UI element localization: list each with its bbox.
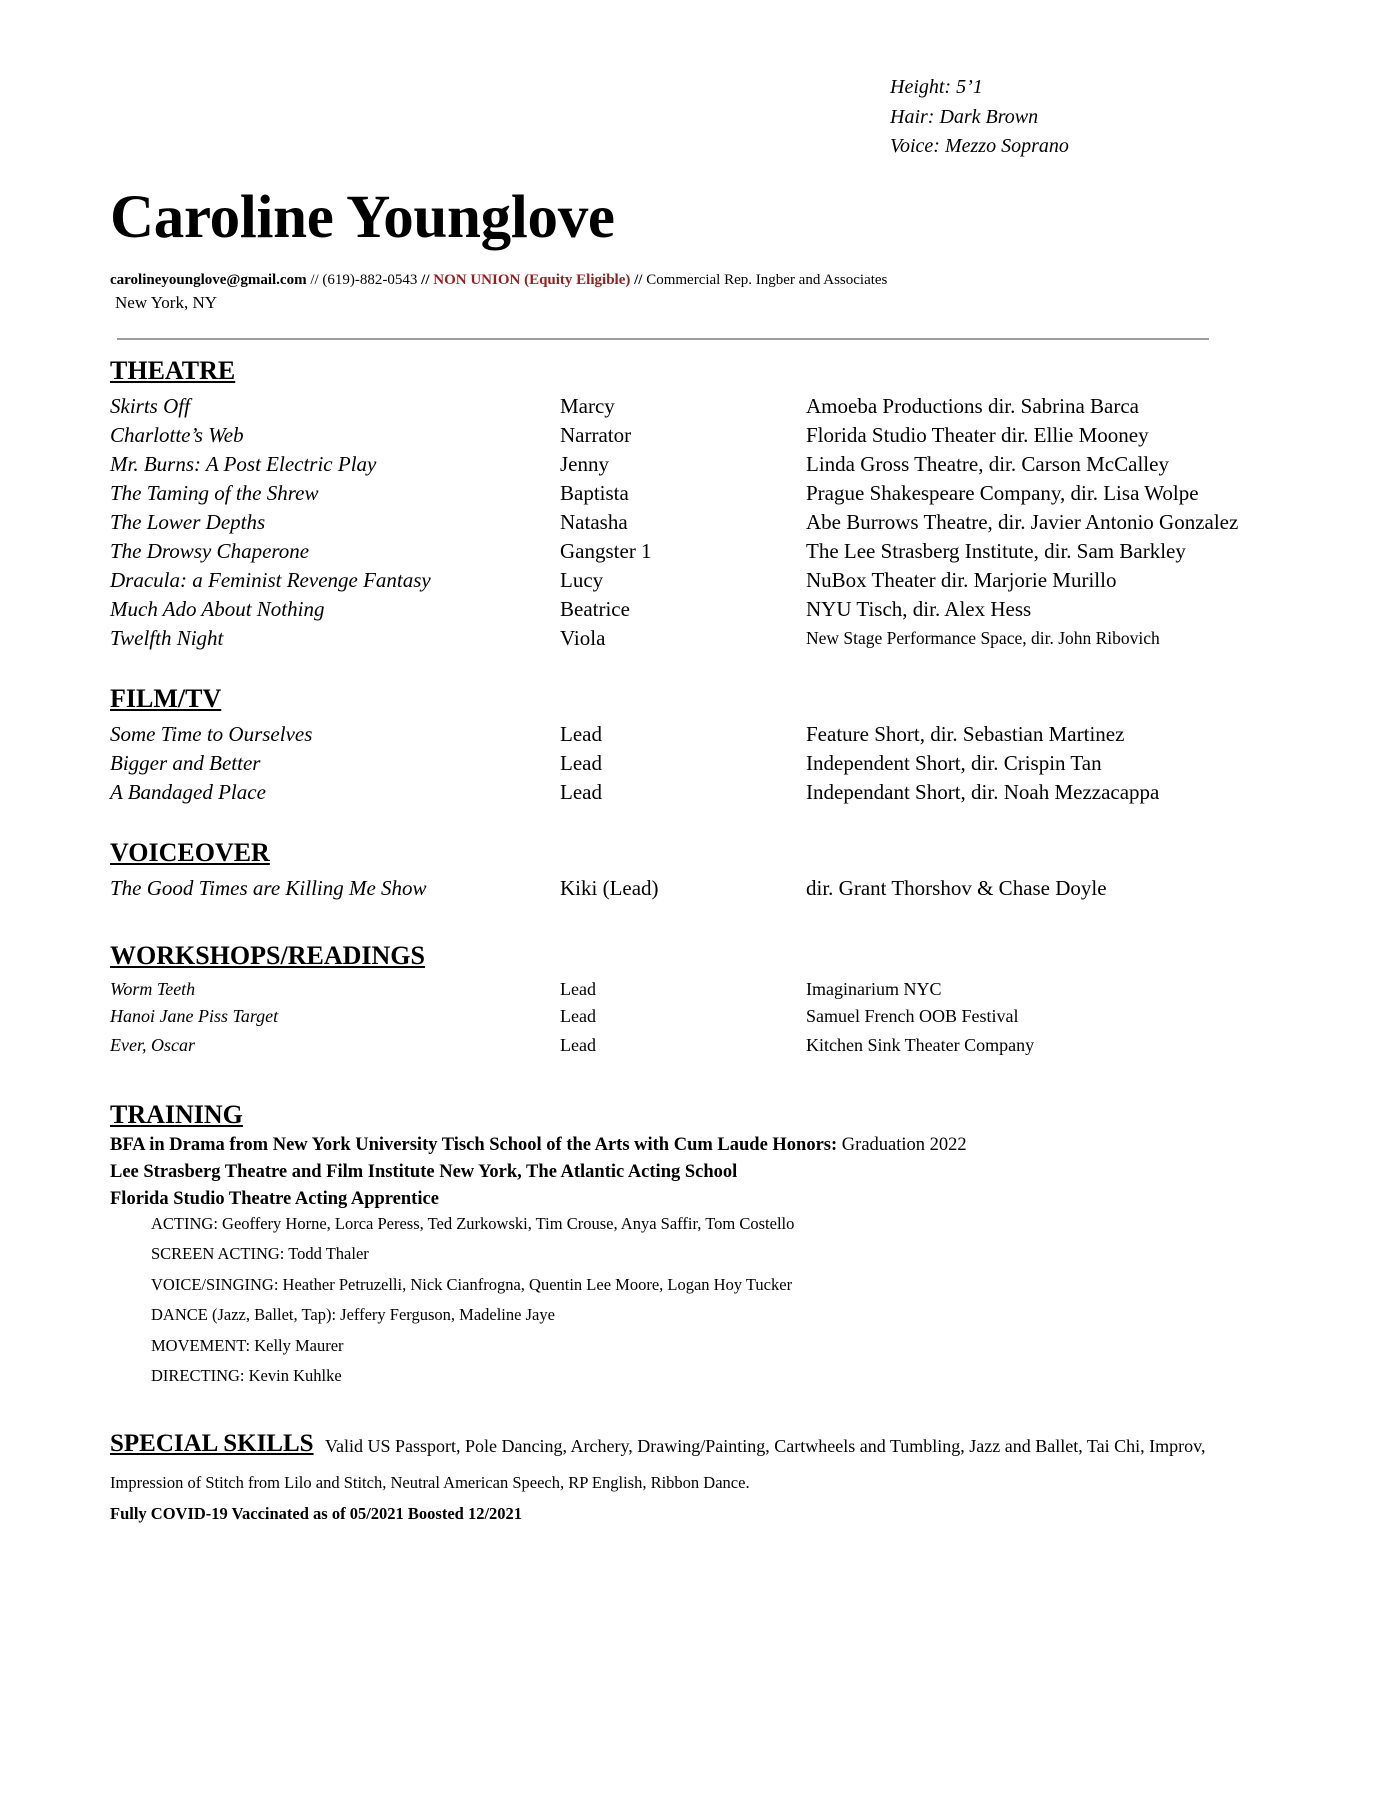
- teacher-line: MOVEMENT: Kelly Maurer: [151, 1336, 344, 1355]
- role: Kiki (Lead): [560, 876, 659, 900]
- company: Kitchen Sink Theater Company: [806, 1035, 1035, 1055]
- credit-row: [0, 874, 1382, 903]
- training-bfa-degree: BFA in Drama from New York University Tisch School of the Arts with Cum Laude Honors:: [110, 1135, 838, 1155]
- skills-line-2: Impression of Stitch from Lilo and Stitch, Neutral American Speech, RP English, Ribbon Dance.: [110, 1473, 750, 1492]
- separator: //: [306, 272, 323, 288]
- credit-row: [0, 778, 1382, 807]
- company: NuBox Theater dir. Marjorie Murillo: [806, 568, 1117, 592]
- production-title: A Bandaged Place: [110, 780, 266, 804]
- divider: [117, 338, 1209, 340]
- role: Gangster 1: [560, 539, 652, 563]
- credit-row: [0, 976, 1382, 1005]
- role: Lead: [560, 751, 602, 775]
- company: NYU Tisch, dir. Alex Hess: [806, 597, 1032, 621]
- company: Imaginarium NYC: [806, 979, 942, 999]
- actor-name: Caroline Younglove: [110, 184, 615, 251]
- credit-row: [0, 1032, 1382, 1061]
- training-florida: [110, 1186, 439, 1212]
- company: Feature Short, dir. Sebastian Martinez: [806, 722, 1125, 746]
- teacher-line: DANCE (Jazz, Ballet, Tap): Jeffery Ferguson, Madeline Jaye: [151, 1305, 555, 1324]
- production-title: Twelfth Night: [110, 626, 224, 650]
- role: Baptista: [560, 481, 629, 505]
- credit-row: [0, 508, 1382, 537]
- role: Natasha: [560, 510, 628, 534]
- production-title: Ever, Oscar: [110, 1035, 195, 1055]
- section-heading-workshops: WORKSHOPS/READINGS: [110, 941, 425, 970]
- credit-row: [0, 392, 1382, 421]
- section-heading-theatre: THEATRE: [110, 356, 236, 385]
- production-title: Hanoi Jane Piss Target: [110, 1006, 279, 1026]
- company: Abe Burrows Theatre, dir. Javier Antonio Gonzalez: [806, 510, 1239, 534]
- contact-line: [110, 270, 887, 290]
- company: dir. Grant Thorshov & Chase Doyle: [806, 876, 1107, 900]
- credit-row: [0, 479, 1382, 508]
- production-title: The Good Times are Killing Me Show: [110, 876, 427, 900]
- training-bfa-graduation: Graduation 2022: [837, 1135, 967, 1155]
- company: Florida Studio Theater dir. Ellie Mooney: [806, 423, 1149, 447]
- voice-stat: Voice: Mezzo Soprano: [890, 135, 1069, 157]
- company: New Stage Performance Space, dir. John Ribovich: [806, 628, 1160, 648]
- commercial-rep: Commercial Rep. Ingber and Associates: [646, 272, 888, 288]
- section-heading-voiceover: VOICEOVER: [110, 838, 270, 867]
- production-title: The Taming of the Shrew: [110, 481, 319, 505]
- credit-row: [0, 450, 1382, 479]
- role: Lucy: [560, 568, 604, 592]
- company: Prague Shakespeare Company, dir. Lisa Wolpe: [806, 481, 1199, 505]
- separator: //: [417, 272, 434, 288]
- production-title: Charlotte’s Web: [110, 423, 244, 447]
- role: Jenny: [560, 452, 609, 476]
- production-title: Skirts Off: [110, 394, 190, 418]
- teacher-line: DIRECTING: Kevin Kuhlke: [151, 1366, 342, 1385]
- teacher-line: ACTING: Geoffery Horne, Lorca Peress, Ted Zurkowski, Tim Crouse, Anya Saffir, Tom Costello: [151, 1214, 795, 1233]
- production-title: The Lower Depths: [110, 510, 266, 534]
- location: New York, NY: [115, 293, 218, 312]
- physical-stats: [890, 73, 1069, 162]
- production-title: Bigger and Better: [110, 751, 261, 775]
- credit-row: [0, 566, 1382, 595]
- training-florida-text: Florida Studio Theatre Acting Apprentice: [110, 1189, 439, 1209]
- production-title: Dracula: a Feminist Revenge Fantasy: [110, 568, 431, 592]
- role: Lead: [560, 1035, 596, 1055]
- training-bfa: [110, 1132, 967, 1158]
- section-heading-special-skills: SPECIAL SKILLS: [110, 1430, 314, 1457]
- credit-row: [0, 720, 1382, 749]
- role: Lead: [560, 780, 602, 804]
- credit-row: [0, 595, 1382, 624]
- training-strasberg-text: Lee Strasberg Theatre and Film Institute New York, The Atlantic Acting School: [110, 1162, 738, 1182]
- hair-stat: Hair: Dark Brown: [890, 105, 1039, 128]
- role: Narrator: [560, 423, 632, 447]
- email[interactable]: carolineyounglove@gmail.com: [110, 272, 307, 288]
- skills-line-1: Valid US Passport, Pole Dancing, Archery, Drawing/Painting, Cartwheels and Tumbling, Jazz and Ballet, Tai Chi, Improv,: [325, 1436, 1206, 1456]
- company: Amoeba Productions dir. Sabrina Barca: [806, 394, 1140, 418]
- company: Independent Short, dir. Crispin Tan: [806, 751, 1102, 775]
- credit-row: [0, 421, 1382, 450]
- production-title: The Drowsy Chaperone: [110, 539, 310, 563]
- role: Viola: [560, 626, 606, 650]
- role: Lead: [560, 1006, 596, 1026]
- phone[interactable]: (619)-882-0543: [322, 272, 418, 288]
- role: Lead: [560, 722, 602, 746]
- teacher-line: VOICE/SINGING: Heather Petruzelli, Nick Cianfrogna, Quentin Lee Moore, Logan Hoy Tucker: [151, 1275, 793, 1294]
- role: Lead: [560, 979, 596, 999]
- section-heading-film-tv: FILM/TV: [110, 684, 222, 713]
- company: The Lee Strasberg Institute, dir. Sam Barkley: [806, 539, 1186, 563]
- production-title: Much Ado About Nothing: [110, 597, 325, 621]
- production-title: Worm Teeth: [110, 979, 196, 999]
- company: Linda Gross Theatre, dir. Carson McCalley: [806, 452, 1169, 476]
- credit-row: [0, 537, 1382, 566]
- company: Independant Short, dir. Noah Mezzacappa: [806, 780, 1160, 804]
- height-stat: Height: 5’1: [890, 76, 983, 98]
- credit-row: [0, 624, 1382, 653]
- union-status: NON UNION (Equity Eligible): [433, 272, 631, 288]
- separator: //: [630, 272, 647, 288]
- training-strasberg: [110, 1159, 737, 1185]
- section-heading-training: TRAINING: [110, 1100, 243, 1129]
- role: Beatrice: [560, 597, 630, 621]
- company: Samuel French OOB Festival: [806, 1006, 1019, 1026]
- credit-row: [0, 1003, 1382, 1032]
- production-title: Some Time to Ourselves: [110, 722, 313, 746]
- production-title: Mr. Burns: A Post Electric Play: [110, 452, 377, 476]
- credit-row: [0, 749, 1382, 778]
- role: Marcy: [560, 394, 615, 418]
- covid-status: Fully COVID-19 Vaccinated as of 05/2021 Boosted 12/2021: [110, 1504, 523, 1523]
- teacher-line: SCREEN ACTING: Todd Thaler: [151, 1244, 369, 1263]
